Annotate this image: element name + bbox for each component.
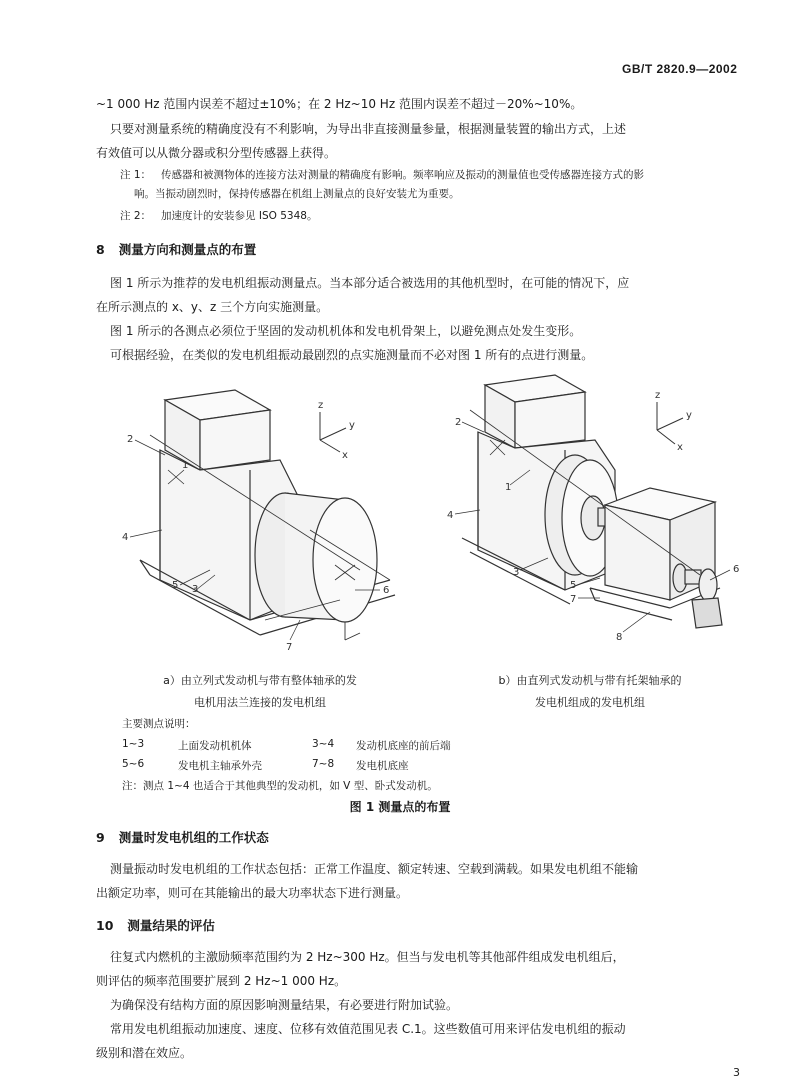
paragraph-line: 为确保没有结构方面的原因影响测量结果，有必要进行附加试验。 xyxy=(110,998,459,1012)
note-label: 注 1： xyxy=(120,169,152,181)
section-9-heading xyxy=(96,828,269,846)
caption-a-line: a）由立列式发动机与带有整体轴承的发 xyxy=(163,674,357,687)
right-point-2: 2 xyxy=(455,417,462,428)
key-code: 1~3 xyxy=(122,738,145,750)
left-point-5: 5 xyxy=(172,580,179,591)
right-point-1: 1 xyxy=(505,482,512,493)
page-number: 3 xyxy=(733,1066,740,1079)
right-axis-label-z: z xyxy=(655,390,661,401)
standard-number: GB/T 2820.9—2002 xyxy=(622,62,738,76)
caption-b-line: 发电机组成的发电机组 xyxy=(535,696,645,709)
key-desc: 发电机主轴承外壳 xyxy=(178,760,262,772)
key-code: 3~4 xyxy=(312,738,335,750)
key-title: 主要测点说明： xyxy=(122,718,196,730)
left-point-1: 1 xyxy=(182,460,189,471)
key-desc: 发动机底座的前后端 xyxy=(356,740,451,752)
left-point-4: 4 xyxy=(122,532,129,543)
paragraph-line: 在所示测点的 x、y、z 三个方向实施测量。 xyxy=(96,300,329,314)
left-axis-label-x: x xyxy=(342,450,348,461)
left-point-7: 7 xyxy=(286,642,293,653)
paragraph-line: 图 1 所示为推荐的发电机组振动测量点。当本部分适合被选用的其他机型时，在可能的情况下，应 xyxy=(110,276,630,290)
left-axis-label-y: y xyxy=(349,420,355,431)
section-title: 测量结果的评估 xyxy=(127,918,215,933)
left-point-6: 6 xyxy=(383,585,390,596)
key-note: 注：测点 1~4 也适合于其他典型的发动机，如 V 型、卧式发动机。 xyxy=(122,780,438,792)
right-axis-gizmo xyxy=(657,402,683,444)
right-point-4: 4 xyxy=(447,510,454,521)
section-number: 8 xyxy=(96,242,105,257)
left-axis-gizmo xyxy=(320,412,346,452)
caption-a-line: 电机用法兰连接的发电机组 xyxy=(194,696,326,709)
paragraph-line: 只要对测量系统的精确度没有不利影响，为导出非直接测量参量，根据测量装置的输出方式，上述 xyxy=(110,122,627,136)
right-point-5: 5 xyxy=(570,580,577,591)
caption-b xyxy=(450,670,730,714)
note-label: 注 2： xyxy=(120,210,152,222)
section-number: 9 xyxy=(96,830,105,845)
right-point-6: 6 xyxy=(733,564,740,575)
right-axis-label-y: y xyxy=(686,410,692,421)
figure-title: 图 1 测量点的布置 xyxy=(349,800,451,814)
note-text: 加速度计的安装参见 ISO 5348。 xyxy=(161,210,318,222)
paragraph-line: 级别和潜在效应。 xyxy=(96,1046,193,1060)
section-number: 10 xyxy=(96,918,114,933)
right-axis-label-x: x xyxy=(677,442,683,453)
paragraph-line: 往复式内燃机的主激励频率范围约为 2 Hz~300 Hz。但当与发电机等其他部件组成发电机组后， xyxy=(110,950,625,964)
section-title: 测量时发电机组的工作状态 xyxy=(118,830,269,845)
key-code: 7~8 xyxy=(312,758,335,770)
paragraph-line: 则评估的频率范围要扩展到 2 Hz~1 000 Hz。 xyxy=(96,974,347,988)
left-point-2: 2 xyxy=(127,434,134,445)
key-code: 5~6 xyxy=(122,758,145,770)
paragraph-line: 可根据经验，在类似的发电机组振动最剧烈的点实施测量而不必对图 1 所有的点进行测量。 xyxy=(110,348,594,362)
note-1-cont: 响。当振动剧烈时，保持传感器在机组上测量点的良好安装尤为重要。 xyxy=(134,188,460,200)
paragraph-line: 测量振动时发电机组的工作状态包括：正常工作温度、额定转速、空载到满载。如果发电机组不能输 xyxy=(110,862,639,876)
paragraph-line: 有效值可以从微分器或积分型传感器上获得。 xyxy=(96,146,337,160)
left-point-3: 3 xyxy=(192,584,199,595)
right-point-3: 3 xyxy=(513,567,520,578)
caption-b-line: b）由直列式发动机与带有托架轴承的 xyxy=(498,674,682,687)
left-axis-label-z: z xyxy=(318,400,324,411)
paragraph-line: 出额定功率，则可在其能输出的最大功率状态下进行测量。 xyxy=(96,886,409,900)
caption-a xyxy=(120,670,400,714)
paragraph-line: 常用发电机组振动加速度、速度、位移有效值范围见表 C.1。这些数值可用来评估发电机组的振动 xyxy=(110,1022,626,1036)
paragraph-line: ~1 000 Hz 范围内误差不超过±10%；在 2 Hz~10 Hz 范围内误差不超过－20%~10%。 xyxy=(96,97,583,111)
key-desc: 上面发动机机体 xyxy=(178,740,252,752)
right-point-8: 8 xyxy=(616,632,623,643)
section-title: 测量方向和测量点的布置 xyxy=(118,242,257,257)
key-desc: 发电机底座 xyxy=(356,760,409,772)
right-point-7: 7 xyxy=(570,594,577,605)
note-text: 传感器和被测物体的连接方法对测量的精确度有影响。频率响应及振动的测量值也受传感器连接方式的影 xyxy=(161,169,645,181)
section-10-heading xyxy=(96,916,215,934)
paragraph-line: 图 1 所示的各测点必须位于坚固的发动机机体和发电机骨架上，以避免测点处发生变形。 xyxy=(110,324,582,338)
